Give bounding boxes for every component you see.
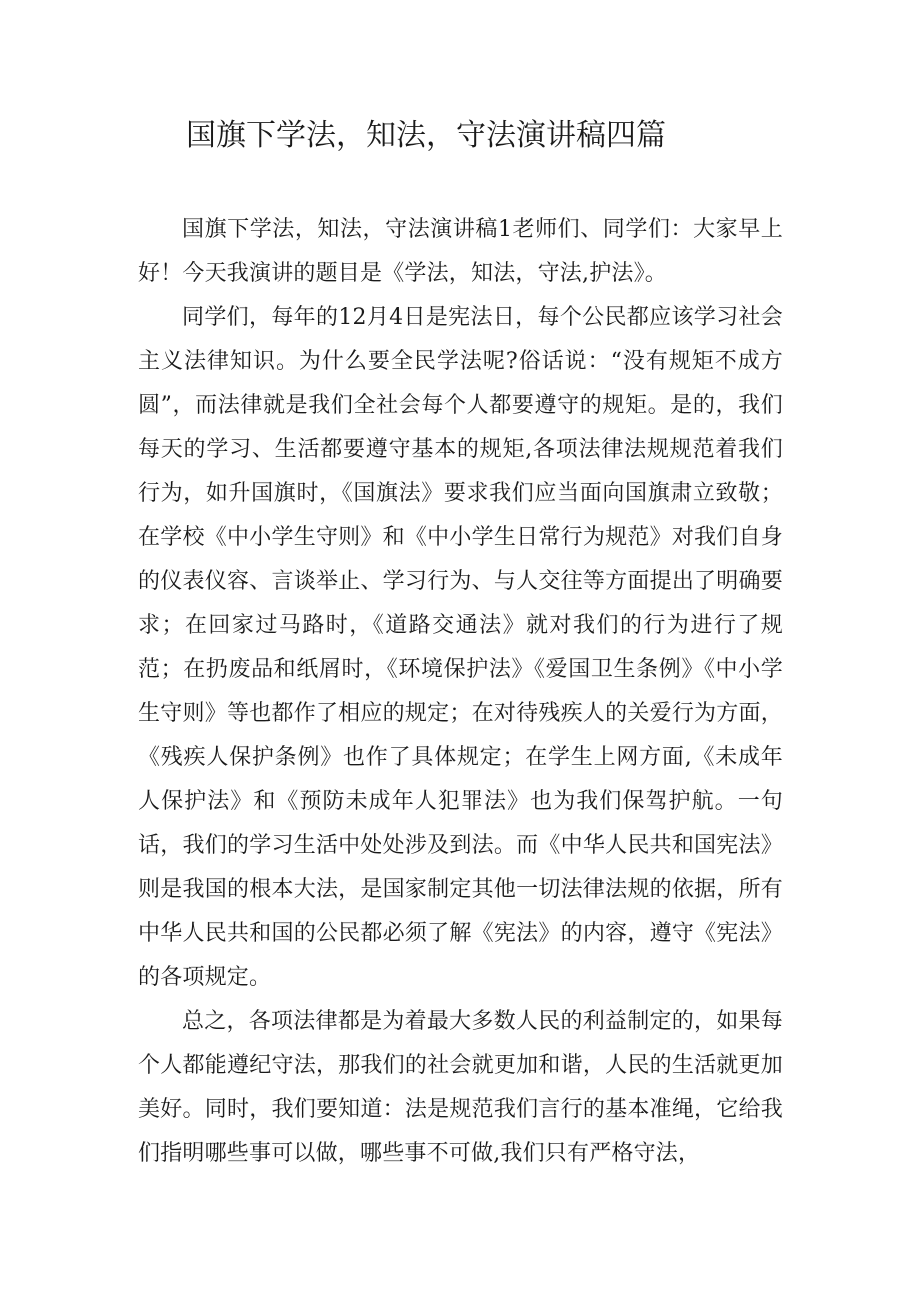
paragraph-greeting: 国旗下学法，知法，守法演讲稿1老师们、同学们：大家早上好！今天我演讲的题目是《学法，知法，守法,护法》。 [138, 217, 783, 286]
document-body [138, 208, 783, 1176]
paragraph-constitution-day: 同学们，每年的12月4日是宪法日，每个公民都应该学习社会主义法律知识。为什么要全民学法呢?俗话说：“没有规矩不成方圆”，而法律就是我们全社会每个人都要遵守的规矩。是的，我们每天的学习、生活都要遵守基本的规矩,各项法律法规规范着我们行为，如升国旗时，《国旗法》要求我们应当面向国旗肃立致敬；在学校《中小学生守则》和《中小学生日常行为规范》对我们自身的仪表仪容、言谈举止、学习行为、与人交往等方面提出了明确要求；在回家过马路时，《道路交通法》就对我们的行为进行了规范；在扔废品和纸屑时，《环境保护法》《爱国卫生条例》《中小学生守则》等也都作了相应的规定；在对待残疾人的关爱行为方面，《残疾人保护条例》也作了具体规定；在学生上网方面,《未成年人保护法》和《预防未成年人犯罪法》也为我们保驾护航。一句话，我们的学习生活中处处涉及到法。而《中华人民共和国宪法》则是我国的根本大法，是国家制定其他一切法律法规的依据，所有中华人民共和国的公民都必须了解《宪法》的内容，遵守《宪法》的各项规定。 [138, 305, 783, 990]
document-title: 国旗下学法，知法，守法演讲稿四篇 [186, 118, 666, 153]
paragraph-conclusion: 总之，各项法律都是为着最大多数人民的利益制定的，如果每个人都能遵纪守法，那我们的社会就更加和谐，人民的生活就更加美好。同时，我们要知道：法是规范我们言行的基本准绳，它给我们指明哪些事可以做，哪些事不可做,我们只有严格守法， [138, 1009, 783, 1166]
